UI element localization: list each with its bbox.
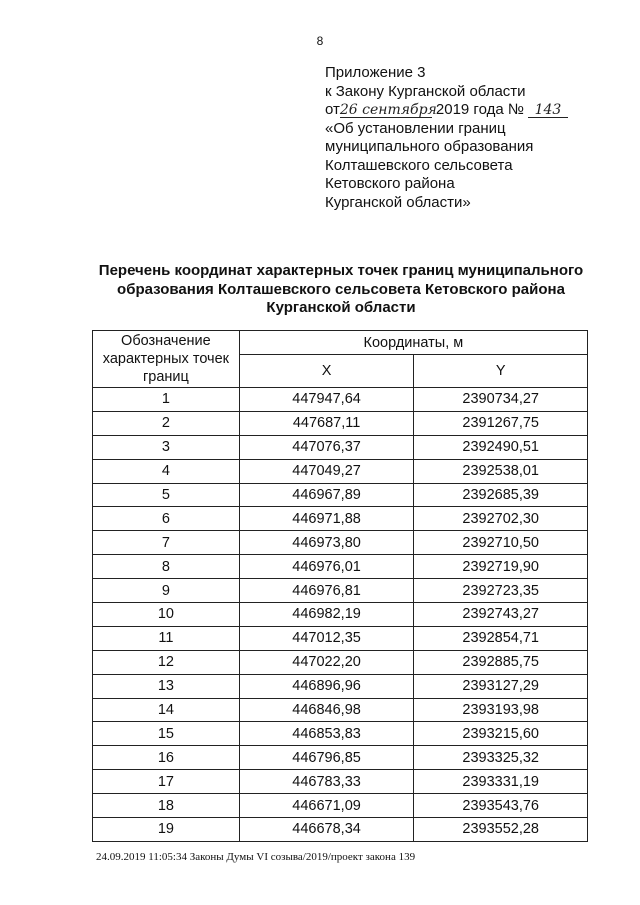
cell-id: 5	[93, 483, 240, 507]
appendix-line-7: Кетовского района	[325, 175, 455, 192]
cell-x: 446853,83	[239, 722, 414, 746]
cell-id: 19	[93, 818, 240, 842]
table-row	[93, 603, 588, 627]
appendix-line-4: «Об установлении границ	[325, 119, 506, 137]
cell-y: 2390734,27	[414, 388, 588, 412]
title-line-1: Перечень координат характерных точек границ муниципального	[98, 262, 584, 279]
handwritten-number: 143	[528, 103, 568, 118]
title-line-3: Курганской области	[266, 299, 416, 316]
handwritten-date: 26 сентября	[339, 102, 437, 118]
cell-x: 447022,20	[239, 650, 414, 674]
table-row	[93, 818, 588, 842]
cell-x: 447012,35	[239, 626, 414, 650]
table-row	[93, 674, 588, 698]
from-prefix: от	[325, 101, 340, 118]
cell-y: 2392710,50	[414, 531, 588, 555]
cell-y: 2393193,98	[414, 698, 588, 722]
cell-id: 10	[93, 603, 240, 627]
table-row	[93, 411, 588, 435]
year-text: 2019 года №	[435, 101, 524, 118]
cell-id: 17	[93, 770, 240, 794]
table-row	[93, 435, 588, 459]
cell-y: 2392538,01	[414, 459, 588, 483]
table-row	[93, 794, 588, 818]
table-row	[93, 770, 588, 794]
document-title	[80, 262, 602, 318]
cell-id: 3	[93, 435, 240, 459]
cell-y: 2391267,75	[414, 411, 588, 435]
cell-x: 446967,89	[239, 483, 414, 507]
appendix-date-line	[325, 101, 568, 120]
cell-id: 6	[93, 507, 240, 531]
table-row	[93, 483, 588, 507]
cell-x: 447076,37	[239, 435, 414, 459]
table-body	[93, 388, 588, 842]
table-row	[93, 746, 588, 770]
cell-id: 9	[93, 579, 240, 603]
table-row	[93, 459, 588, 483]
cell-id: 7	[93, 531, 240, 555]
header-point-designation: Обозначение характерных точек границ	[93, 331, 240, 388]
cell-y: 2393127,29	[414, 674, 588, 698]
footer-stamp: 24.09.2019 11:05:34 Законы Думы VI созыва/2019/проект закона 139	[96, 851, 416, 863]
cell-y: 2392723,35	[414, 579, 588, 603]
cell-id: 11	[93, 626, 240, 650]
cell-id: 2	[93, 411, 240, 435]
cell-x: 447687,11	[239, 411, 414, 435]
cell-id: 16	[93, 746, 240, 770]
cell-y: 2392490,51	[414, 435, 588, 459]
cell-x: 446982,19	[239, 603, 414, 627]
page-number: 8	[316, 34, 324, 48]
cell-y: 2392885,75	[414, 650, 588, 674]
table-row	[93, 722, 588, 746]
cell-x: 446671,09	[239, 794, 414, 818]
cell-x: 447049,27	[239, 459, 414, 483]
cell-y: 2392719,90	[414, 555, 588, 579]
cell-id: 15	[93, 722, 240, 746]
table-row	[93, 626, 588, 650]
cell-id: 13	[93, 674, 240, 698]
cell-id: 14	[93, 698, 240, 722]
cell-x: 446896,96	[239, 674, 414, 698]
appendix-line-5: муниципального образования	[325, 138, 534, 155]
cell-y: 2393215,60	[414, 722, 588, 746]
table-row	[93, 698, 588, 722]
cell-y: 2393543,76	[414, 794, 588, 818]
appendix-line-6: Колташевского сельсовета	[325, 156, 513, 174]
coordinates-table	[92, 330, 588, 842]
cell-id: 8	[93, 555, 240, 579]
cell-x: 446976,81	[239, 579, 414, 603]
cell-x: 446976,01	[239, 555, 414, 579]
table-row	[93, 579, 588, 603]
cell-y: 2393325,32	[414, 746, 588, 770]
table-row	[93, 650, 588, 674]
cell-id: 12	[93, 650, 240, 674]
cell-y: 2392743,27	[414, 603, 588, 627]
cell-x: 446678,34	[239, 818, 414, 842]
cell-x: 446971,88	[239, 507, 414, 531]
cell-id: 18	[93, 794, 240, 818]
cell-x: 446846,98	[239, 698, 414, 722]
cell-x: 446783,33	[239, 770, 414, 794]
appendix-line-1: Приложение 3	[325, 64, 426, 81]
cell-id: 1	[93, 388, 240, 412]
table-row	[93, 388, 588, 412]
cell-id: 4	[93, 459, 240, 483]
header-y: Y	[414, 355, 588, 388]
cell-x: 447947,64	[239, 388, 414, 412]
header-x: X	[239, 355, 414, 388]
cell-x: 446796,85	[239, 746, 414, 770]
appendix-line-2: к Закону Курганской области	[325, 82, 526, 100]
header-coordinates: Координаты, м	[239, 331, 587, 355]
cell-y: 2393331,19	[414, 770, 588, 794]
appendix-line-8: Курганской области»	[325, 193, 471, 211]
cell-y: 2392854,71	[414, 626, 588, 650]
table-row	[93, 555, 588, 579]
cell-y: 2393552,28	[414, 818, 588, 842]
cell-y: 2392702,30	[414, 507, 588, 531]
cell-y: 2392685,39	[414, 483, 588, 507]
appendix-block	[325, 64, 568, 212]
table-row	[93, 531, 588, 555]
cell-x: 446973,80	[239, 531, 414, 555]
title-line-2: образования Колташевского сельсовета Кетовского района	[117, 280, 565, 298]
table-row	[93, 507, 588, 531]
